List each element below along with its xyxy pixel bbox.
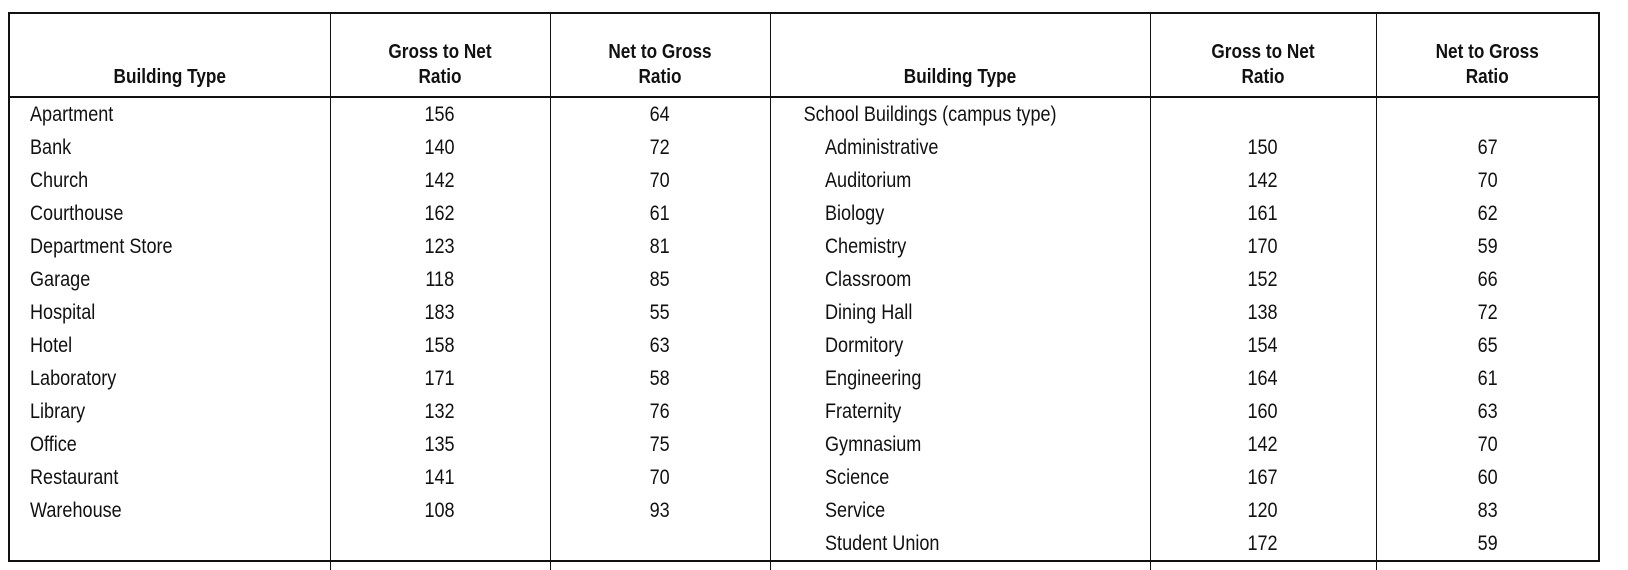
right-gross-to-net-cell: 120 <box>1150 494 1376 527</box>
right-building-type-cell: Dining Hall <box>770 296 1150 329</box>
right-building-type-cell: Gymnasium <box>770 428 1150 461</box>
left-net-to-gross-cell: 72 <box>550 131 770 164</box>
right-gross-to-net-cell: 164 <box>1150 362 1376 395</box>
right-gross-to-net-cell: 142 <box>1150 164 1376 197</box>
left-net-to-gross-cell: 61 <box>550 197 770 230</box>
left-net-to-gross-cell: 76 <box>550 395 770 428</box>
left-gross-to-net-cell: 123 <box>330 230 550 263</box>
left-net-to-gross-cell: 70 <box>550 461 770 494</box>
left-gross-to-net-cell: 141 <box>330 461 550 494</box>
table-row <box>10 97 1598 131</box>
left-building-type-cell: Warehouse <box>10 494 330 527</box>
table-row <box>10 131 1598 164</box>
table-row <box>10 263 1598 296</box>
left-gross-to-net-cell: 158 <box>330 329 550 362</box>
filler-cell <box>1150 560 1376 570</box>
left-net-to-gross-header: Net to Gross Ratio <box>565 14 754 97</box>
left-net-to-gross-cell <box>550 527 770 560</box>
right-building-type-cell: Student Union <box>770 527 1150 560</box>
right-gross-to-net-cell <box>1150 97 1376 131</box>
right-net-to-gross-cell: 59 <box>1477 532 1498 555</box>
left-net-to-gross-cell: 75 <box>550 428 770 461</box>
filler-cell <box>770 560 1150 570</box>
left-building-type-cell: Courthouse <box>10 197 330 230</box>
filler-cell <box>330 560 550 570</box>
right-building-type-cell: Science <box>770 461 1150 494</box>
right-net-to-gross-cell: 62 <box>1477 202 1498 225</box>
right-building-type-cell: Dormitory <box>770 329 1150 362</box>
right-building-type-cell: Biology <box>770 197 1150 230</box>
right-net-to-gross-cell: 72 <box>1477 301 1498 324</box>
left-net-to-gross-cell: 64 <box>550 97 770 131</box>
filler-row <box>10 560 1598 570</box>
left-gross-to-net-cell: 135 <box>330 428 550 461</box>
table-row <box>10 428 1598 461</box>
table-row <box>10 296 1598 329</box>
left-building-type-cell: Department Store <box>10 230 330 263</box>
left-gross-to-net-cell <box>330 527 550 560</box>
ratio-table-frame <box>8 12 1600 562</box>
right-net-to-gross-cell: 59 <box>1477 235 1498 258</box>
left-building-type-cell: Hospital <box>10 296 330 329</box>
right-group-heading: School Buildings (campus type) <box>770 97 1150 131</box>
right-building-type-cell: Fraternity <box>770 395 1150 428</box>
table-row <box>10 395 1598 428</box>
left-building-type-cell: Restaurant <box>10 461 330 494</box>
left-gross-to-net-cell: 142 <box>330 164 550 197</box>
table-row <box>10 461 1598 494</box>
right-net-to-gross-cell: 66 <box>1477 268 1498 291</box>
right-net-to-gross-header: Net to Gross Ratio <box>1392 14 1583 97</box>
right-gross-to-net-cell: 150 <box>1150 131 1376 164</box>
right-building-type-cell: Engineering <box>770 362 1150 395</box>
left-gross-to-net-header: Gross to Net Ratio <box>345 14 534 97</box>
right-net-to-gross-cell: 70 <box>1477 169 1498 192</box>
right-net-to-gross-cell <box>1376 97 1598 131</box>
filler-cell <box>550 560 770 570</box>
right-net-to-gross-cell: 65 <box>1477 334 1498 357</box>
right-net-to-gross-cell: 63 <box>1477 400 1498 423</box>
right-gross-to-net-cell: 161 <box>1150 197 1376 230</box>
right-gross-to-net-cell: 172 <box>1150 527 1376 560</box>
right-net-to-gross-cell: 67 <box>1477 136 1498 159</box>
left-gross-to-net-cell: 140 <box>330 131 550 164</box>
left-building-type-cell: Apartment <box>10 97 330 131</box>
left-net-to-gross-cell: 93 <box>550 494 770 527</box>
right-net-to-gross-cell: 70 <box>1477 433 1498 456</box>
right-gross-to-net-header: Gross to Net Ratio <box>1166 14 1360 97</box>
right-gross-to-net-cell: 160 <box>1150 395 1376 428</box>
right-building-type-cell: Classroom <box>770 263 1150 296</box>
left-building-type-cell: Garage <box>10 263 330 296</box>
left-gross-to-net-cell: 156 <box>330 97 550 131</box>
left-gross-to-net-cell: 171 <box>330 362 550 395</box>
table-row <box>10 230 1598 263</box>
left-gross-to-net-cell: 132 <box>330 395 550 428</box>
left-net-to-gross-cell: 63 <box>550 329 770 362</box>
right-gross-to-net-cell: 152 <box>1150 263 1376 296</box>
table-row <box>10 494 1598 527</box>
table-row <box>10 362 1598 395</box>
left-building-type-cell: Laboratory <box>10 362 330 395</box>
left-building-type-header: Building Type <box>32 14 307 97</box>
right-building-type-cell: Chemistry <box>770 230 1150 263</box>
left-gross-to-net-cell: 108 <box>330 494 550 527</box>
right-building-type-cell: Auditorium <box>770 164 1150 197</box>
left-building-type-cell: Office <box>10 428 330 461</box>
right-building-type-header: Building Type <box>797 14 1124 97</box>
table-row <box>10 197 1598 230</box>
left-gross-to-net-cell: 118 <box>330 263 550 296</box>
table-row <box>10 329 1598 362</box>
left-building-type-cell <box>10 527 330 560</box>
table-row <box>10 527 1598 560</box>
left-building-type-cell: Library <box>10 395 330 428</box>
filler-cell <box>10 560 330 570</box>
left-building-type-cell: Hotel <box>10 329 330 362</box>
right-gross-to-net-cell: 142 <box>1150 428 1376 461</box>
right-building-type-cell: Service <box>770 494 1150 527</box>
right-net-to-gross-cell: 61 <box>1477 367 1498 390</box>
left-net-to-gross-cell: 70 <box>550 164 770 197</box>
building-ratio-table <box>10 14 1598 570</box>
left-net-to-gross-cell: 55 <box>550 296 770 329</box>
filler-cell <box>1376 560 1598 570</box>
right-gross-to-net-cell: 138 <box>1150 296 1376 329</box>
left-net-to-gross-cell: 81 <box>550 230 770 263</box>
right-gross-to-net-cell: 154 <box>1150 329 1376 362</box>
left-gross-to-net-cell: 183 <box>330 296 550 329</box>
header-row <box>10 14 1598 97</box>
right-gross-to-net-cell: 167 <box>1150 461 1376 494</box>
left-net-to-gross-cell: 85 <box>550 263 770 296</box>
table-row <box>10 164 1598 197</box>
right-building-type-cell: Administrative <box>770 131 1150 164</box>
left-building-type-cell: Church <box>10 164 330 197</box>
left-building-type-cell: Bank <box>10 131 330 164</box>
left-gross-to-net-cell: 162 <box>330 197 550 230</box>
right-net-to-gross-cell: 60 <box>1477 466 1498 489</box>
right-gross-to-net-cell: 170 <box>1150 230 1376 263</box>
left-net-to-gross-cell: 58 <box>550 362 770 395</box>
right-net-to-gross-cell: 83 <box>1477 499 1498 522</box>
